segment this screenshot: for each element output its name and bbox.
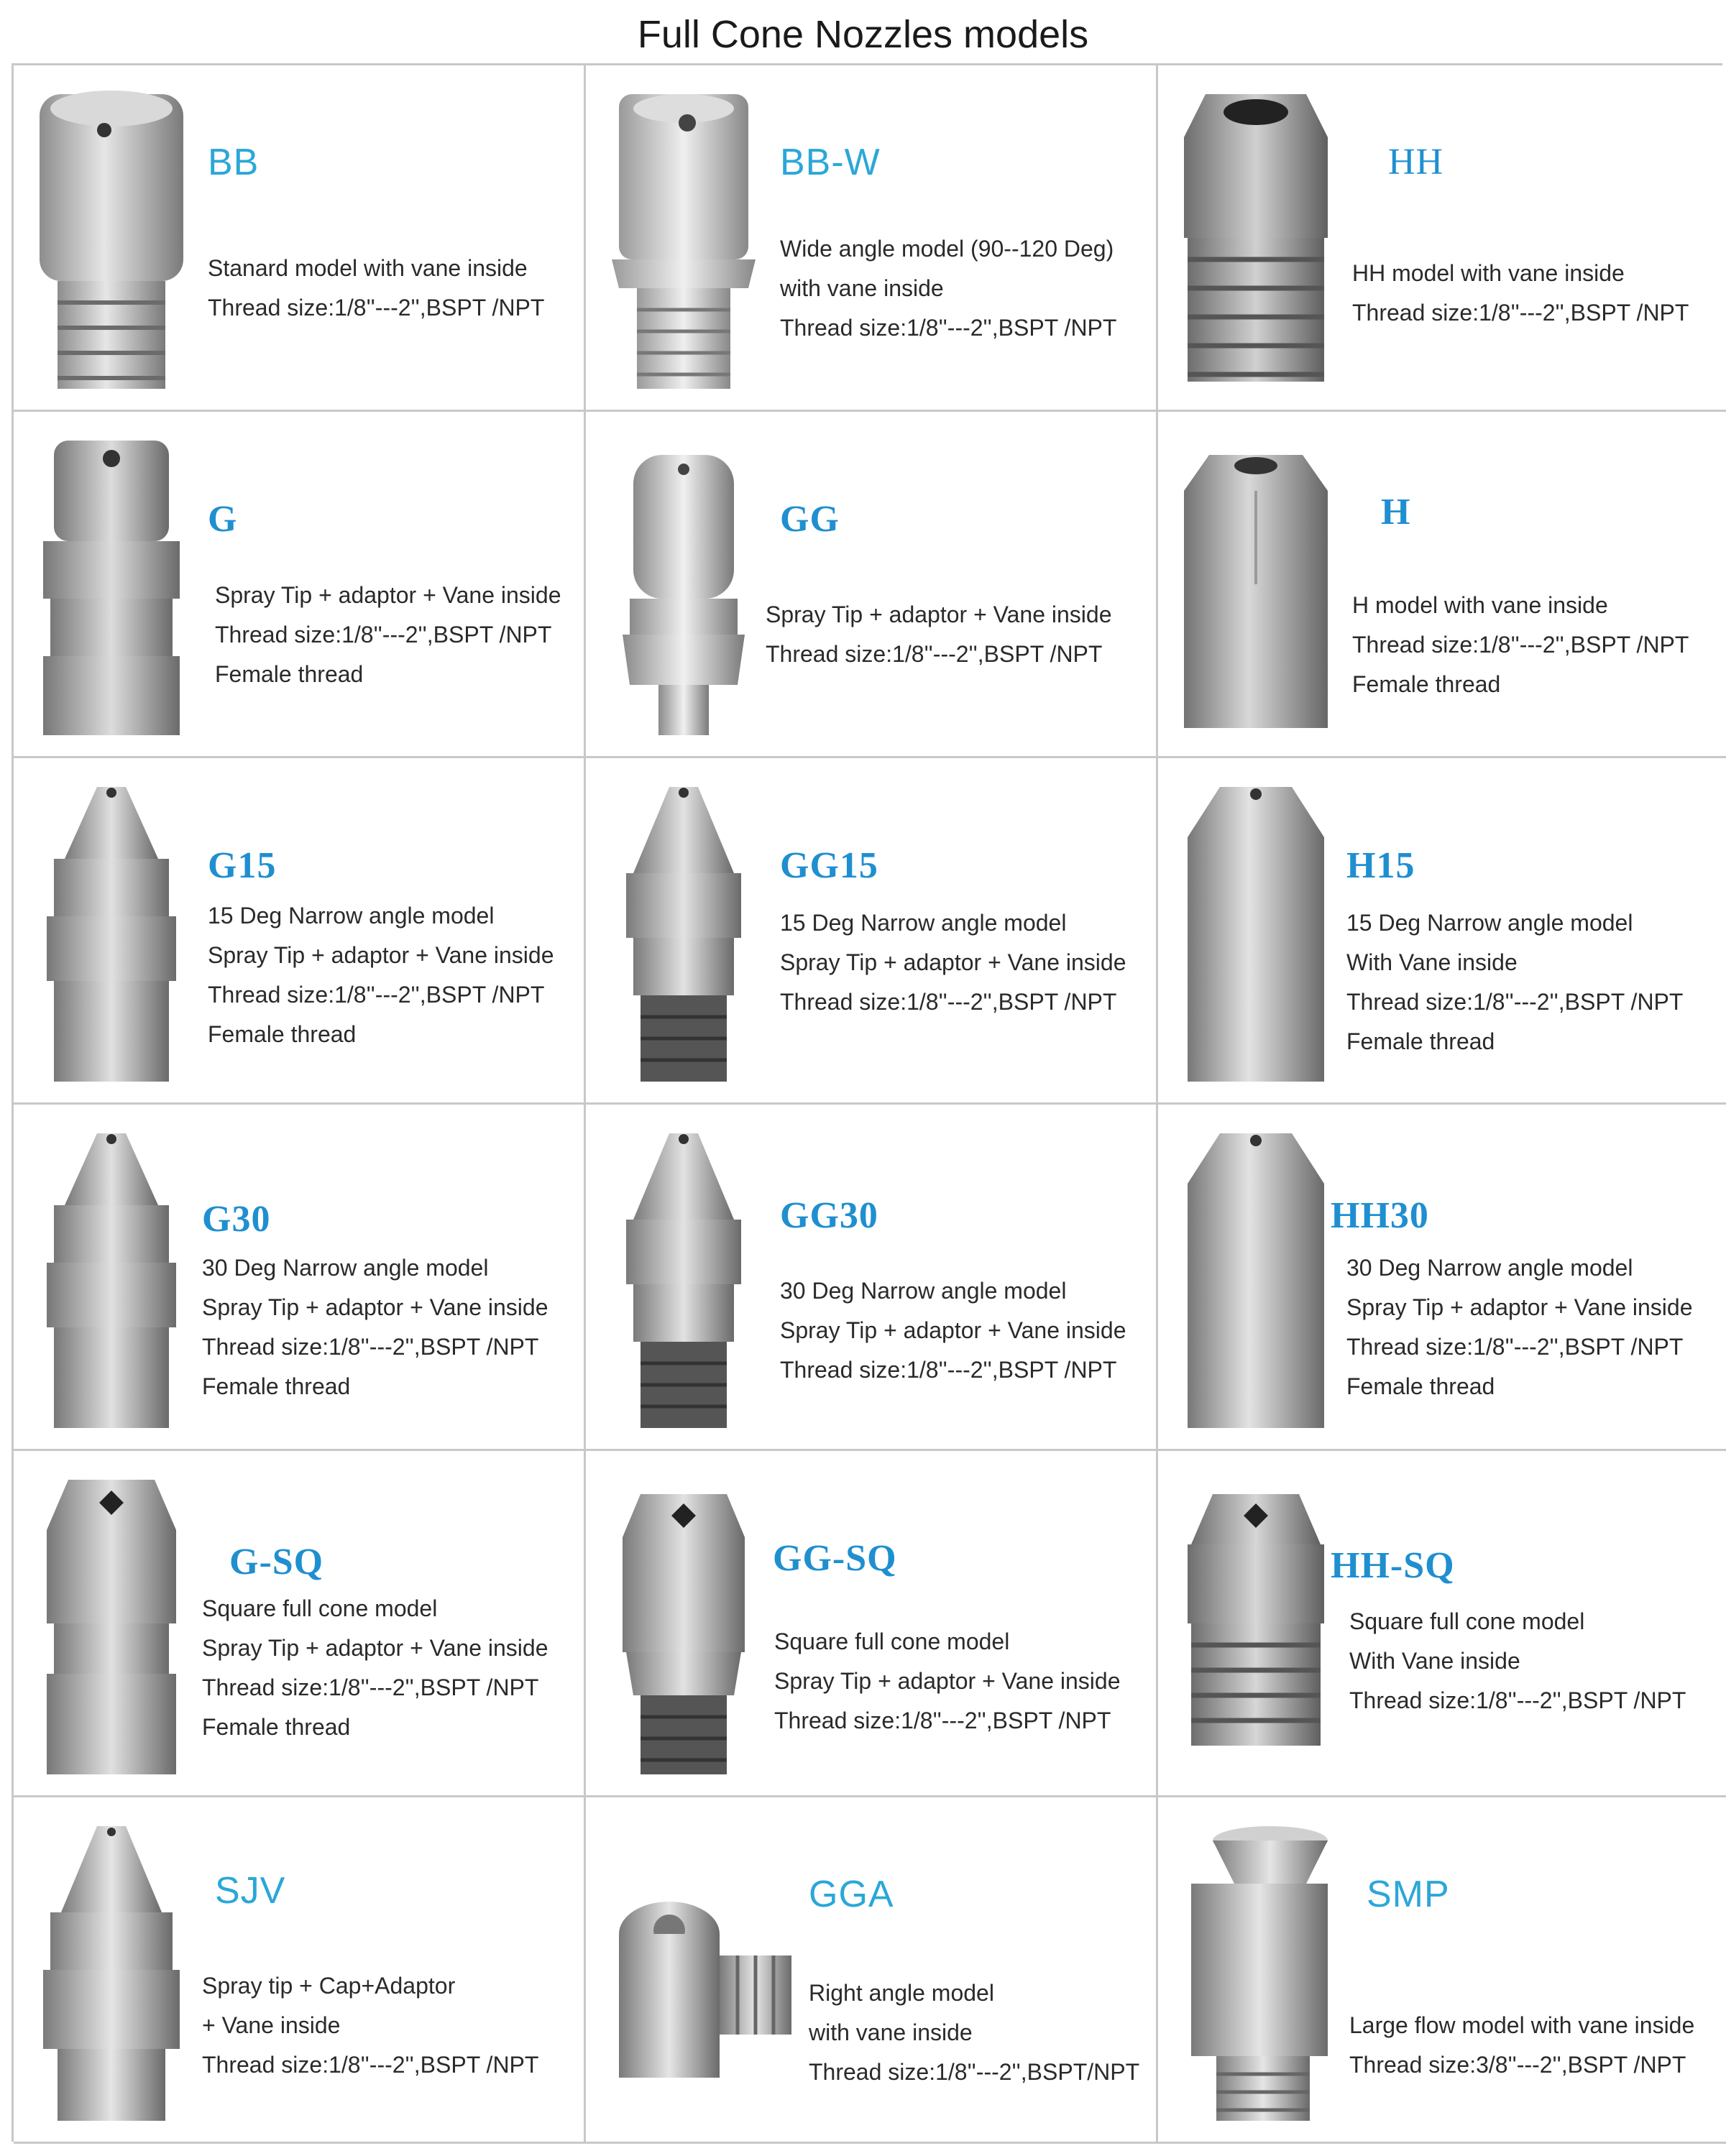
model-description: Stanard model with vane inside Thread size:1/8''---2'',BSPT /NPT xyxy=(208,255,545,321)
model-name: G15 xyxy=(208,845,277,886)
model-description: 30 Deg Narrow angle model Spray Tip + adaptor + Vane inside Thread size:1/8''---2'',BSPT /NPT xyxy=(780,1278,1126,1383)
nozzle-g15-photo-icon xyxy=(25,773,198,1089)
nozzle-sjv-photo-icon xyxy=(25,1812,198,2128)
model-description: 30 Deg Narrow angle model Spray Tip + adaptor + Vane inside Thread size:1/8''---2'',BSPT /NPT Female thread xyxy=(1346,1255,1693,1399)
nozzle-gg15-photo-icon xyxy=(597,773,770,1089)
model-description: 15 Deg Narrow angle model Spray Tip + adaptor + Vane inside Thread size:1/8''---2'',BSPT /NPT xyxy=(780,910,1126,1015)
model-description: 30 Deg Narrow angle model Spray Tip + adaptor + Vane inside Thread size:1/8''---2'',BSPT /NPT Female thread xyxy=(202,1255,548,1399)
nozzle-card-hh-sq xyxy=(1158,1451,1726,1797)
nozzle-hh-photo-icon xyxy=(1170,80,1342,396)
model-description: Square full cone model With Vane inside Thread size:1/8''---2'',BSPT /NPT xyxy=(1349,1608,1686,1713)
model-name: HH30 xyxy=(1331,1195,1429,1236)
model-description: 15 Deg Narrow angle model With Vane inside Thread size:1/8''---2'',BSPT /NPT Female thread xyxy=(1346,910,1684,1054)
nozzle-card-smp xyxy=(1158,1797,1726,2144)
model-name: H15 xyxy=(1346,845,1415,886)
nozzle-card-gg15 xyxy=(586,758,1158,1105)
nozzle-card-gg-sq xyxy=(586,1451,1158,1797)
model-name: HH-SQ xyxy=(1331,1545,1455,1586)
nozzle-card-g xyxy=(14,412,586,758)
nozzle-g-sq-photo-icon xyxy=(25,1465,198,1782)
nozzle-card-bb-w xyxy=(586,65,1158,412)
model-description: Right angle model with vane inside Thread size:1/8''---2'',BSPT/NPT xyxy=(809,1980,1140,2085)
model-description: HH model with vane inside Thread size:1/8''---2'',BSPT /NPT xyxy=(1352,260,1689,326)
model-description: Large flow model with vane inside Thread size:3/8''---2'',BSPT /NPT xyxy=(1349,2012,1695,2078)
nozzle-gg-photo-icon xyxy=(597,426,770,742)
model-description: Square full cone model Spray Tip + adaptor + Vane inside Thread size:1/8''---2'',BSPT /NPT xyxy=(774,1628,1121,1733)
nozzle-card-gg xyxy=(586,412,1158,758)
nozzle-bb-photo-icon xyxy=(25,80,198,396)
model-description: H model with vane inside Thread size:1/8''---2'',BSPT /NPT Female thread xyxy=(1352,592,1689,697)
page-title: Full Cone Nozzles models xyxy=(637,13,1089,56)
model-description: Square full cone model Spray Tip + adaptor + Vane inside Thread size:1/8''---2'',BSPT /NPT Female thread xyxy=(202,1595,548,1740)
model-name: G30 xyxy=(202,1199,271,1240)
model-name: SJV xyxy=(215,1870,286,1912)
model-name: SMP xyxy=(1367,1874,1450,1915)
nozzle-card-sjv xyxy=(14,1797,586,2144)
nozzle-card-gga xyxy=(586,1797,1158,2144)
model-name: G-SQ xyxy=(229,1542,324,1583)
nozzle-hh30-photo-icon xyxy=(1170,1119,1342,1435)
model-name: G xyxy=(208,499,238,540)
model-name: BB-W xyxy=(780,142,881,183)
nozzle-card-hh xyxy=(1158,65,1726,412)
nozzle-h15-photo-icon xyxy=(1170,773,1342,1089)
model-name: GG30 xyxy=(780,1195,878,1236)
model-description: Spray Tip + adaptor + Vane inside Thread size:1/8''---2'',BSPT /NPT Female thread xyxy=(215,582,561,687)
nozzle-card-h15 xyxy=(1158,758,1726,1105)
model-description: 15 Deg Narrow angle model Spray Tip + adaptor + Vane inside Thread size:1/8''---2'',BSPT /NPT Female thread xyxy=(208,903,554,1047)
nozzle-gg-sq-photo-icon xyxy=(597,1465,770,1782)
model-description: Spray tip + Cap+Adaptor + Vane inside Thread size:1/8''---2'',BSPT /NPT xyxy=(202,1973,539,2078)
model-name: GGA xyxy=(809,1874,894,1915)
model-name: GG15 xyxy=(780,845,878,886)
nozzle-hh-sq-photo-icon xyxy=(1170,1465,1342,1782)
model-description: Wide angle model (90--120 Deg) with vane inside Thread size:1/8''---2'',BSPT /NPT xyxy=(780,236,1117,341)
nozzle-gg30-photo-icon xyxy=(597,1119,770,1435)
nozzle-card-bb xyxy=(14,65,586,412)
nozzle-card-gg30 xyxy=(586,1105,1158,1451)
nozzle-grid xyxy=(12,63,1722,2142)
nozzle-g30-photo-icon xyxy=(25,1119,198,1435)
model-name: GG-SQ xyxy=(773,1538,897,1579)
nozzle-bb-w-photo-icon xyxy=(597,80,770,396)
nozzle-card-h xyxy=(1158,412,1726,758)
nozzle-card-g30 xyxy=(14,1105,586,1451)
model-name: GG xyxy=(780,499,840,540)
nozzle-card-hh30 xyxy=(1158,1105,1726,1451)
nozzle-card-g15 xyxy=(14,758,586,1105)
nozzle-gga-photo-icon xyxy=(597,1812,806,2128)
model-name: HH xyxy=(1388,142,1444,183)
nozzle-h-photo-icon xyxy=(1170,426,1342,742)
nozzle-smp-photo-icon xyxy=(1170,1812,1342,2128)
model-description: Spray Tip + adaptor + Vane inside Thread size:1/8''---2'',BSPT /NPT xyxy=(766,602,1112,667)
model-name: H xyxy=(1381,492,1411,533)
nozzle-g-photo-icon xyxy=(25,426,198,742)
nozzle-card-g-sq xyxy=(14,1451,586,1797)
model-name: BB xyxy=(208,142,260,183)
